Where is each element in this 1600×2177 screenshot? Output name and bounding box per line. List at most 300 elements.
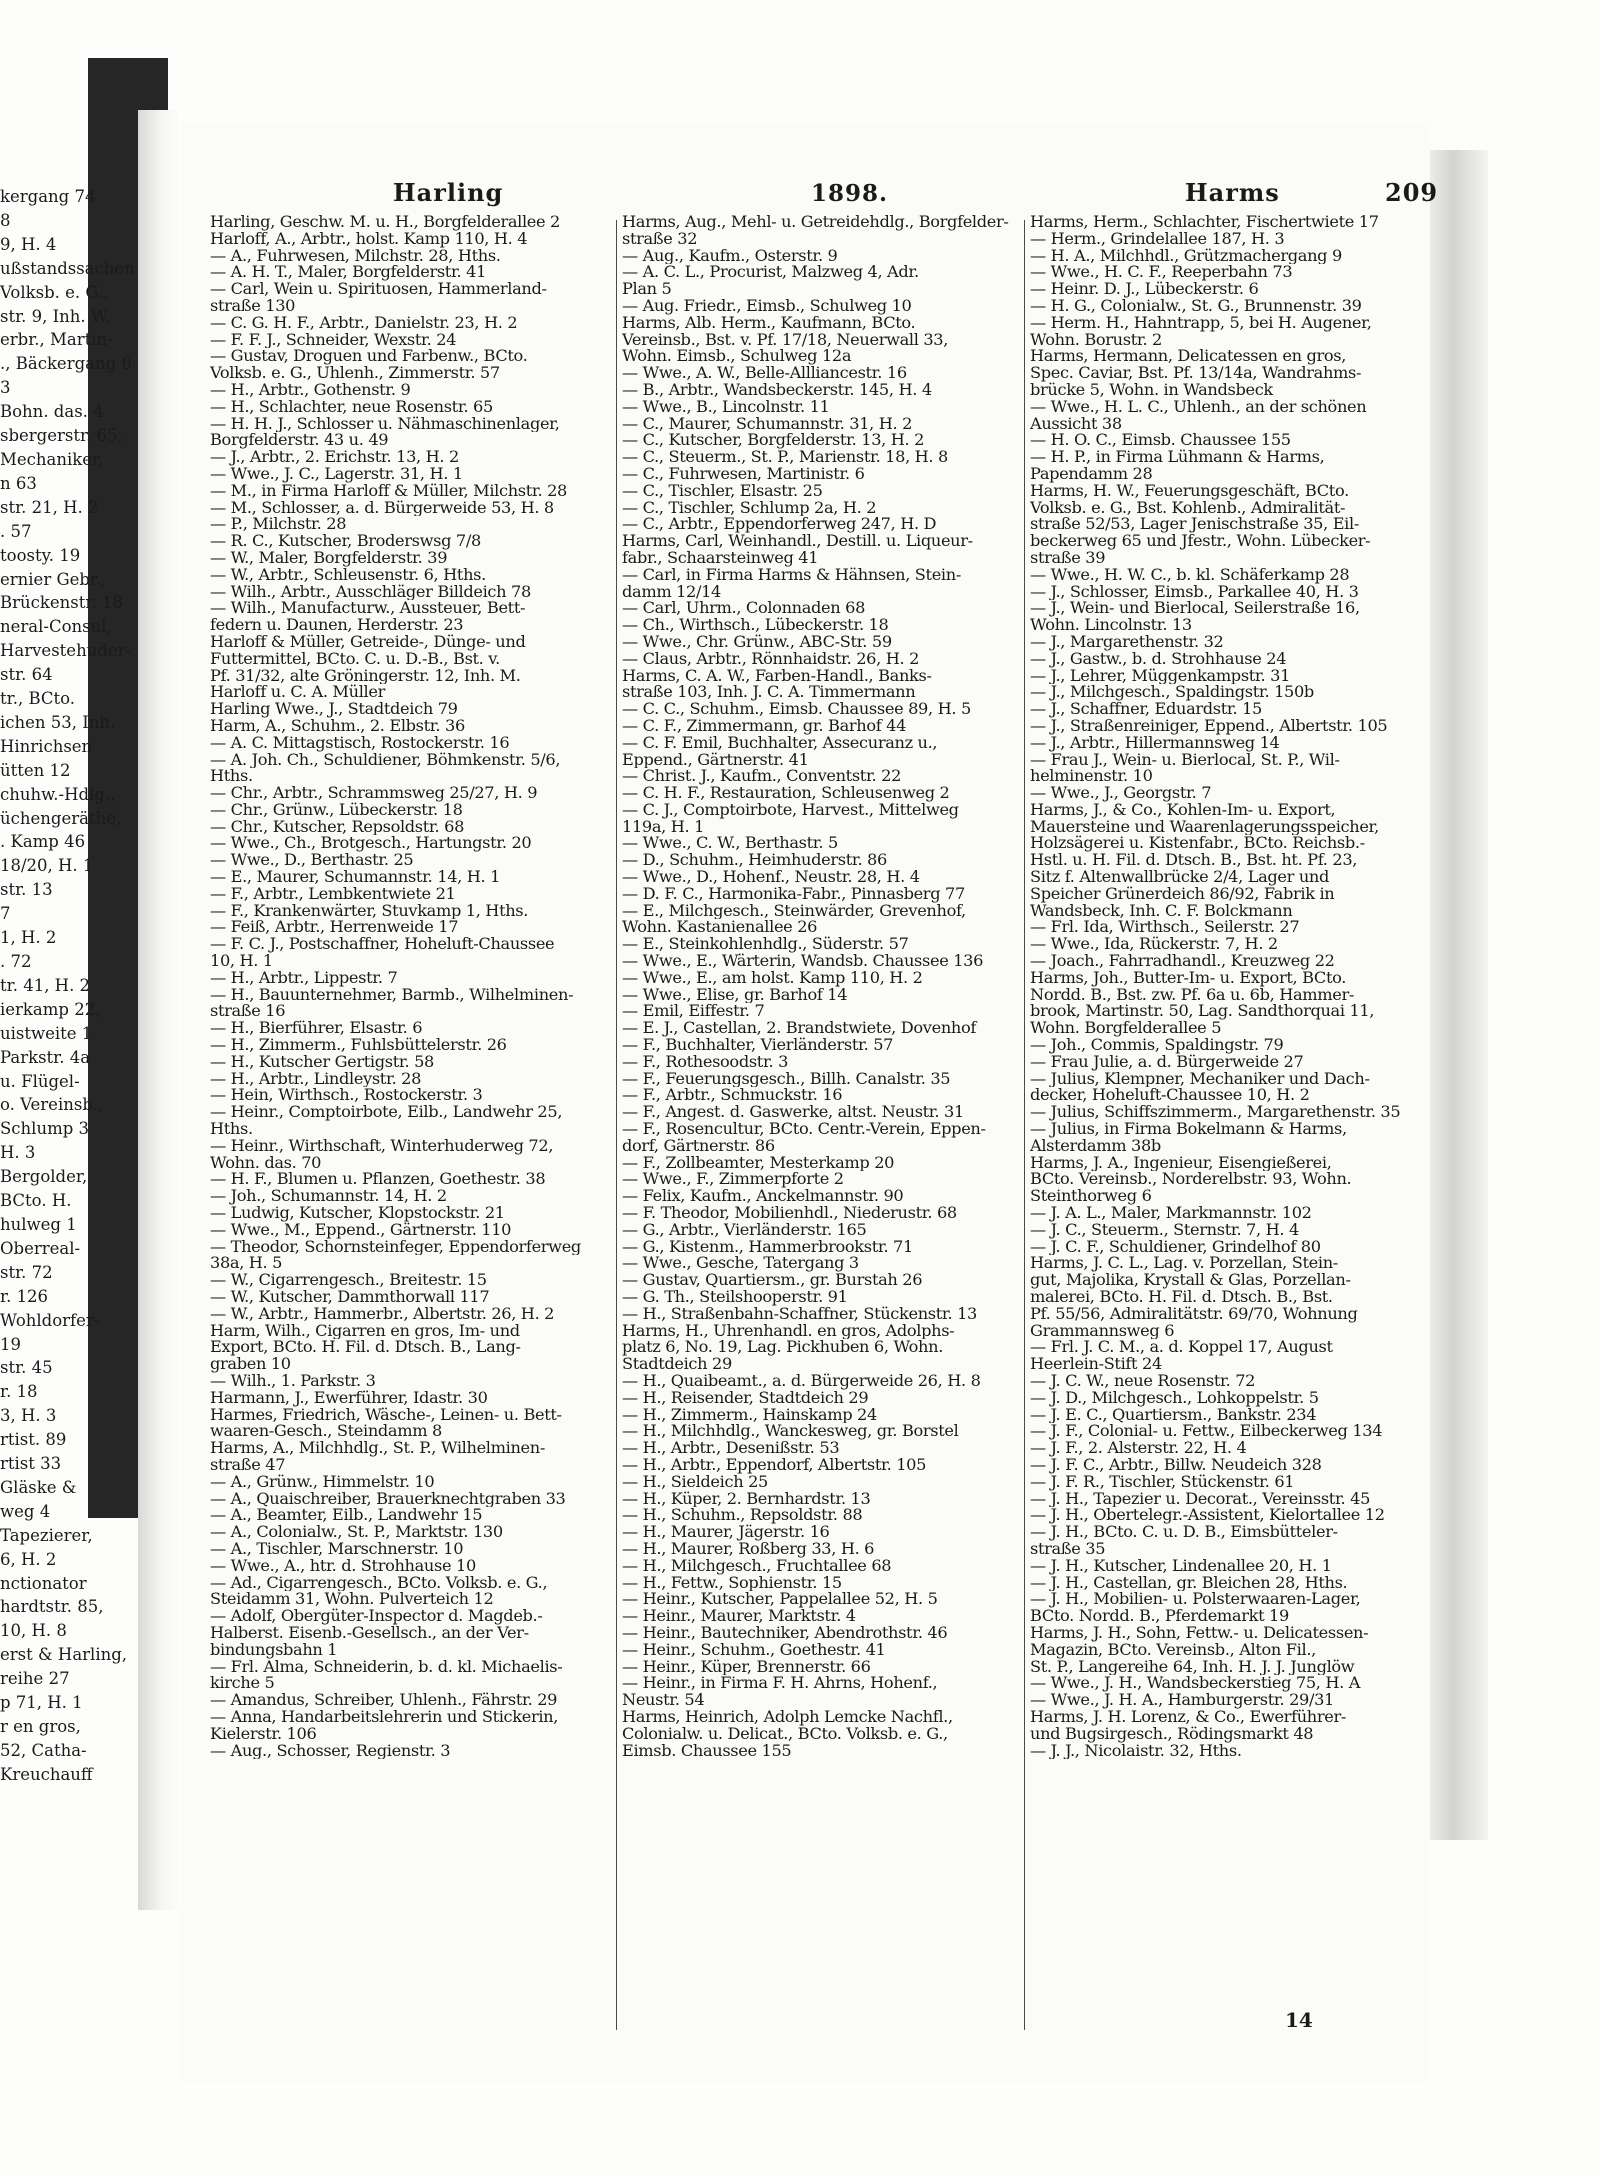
directory-entry-line: Papendamm 28 [1030, 465, 1153, 483]
directory-entry-line: — C., Kutscher, Borgfelderstr. 13, H. 2 [622, 432, 925, 450]
directory-entry-line: brücke 5, Wohn. in Wandsbeck [1030, 381, 1273, 399]
directory-entry-line: 38a, H. 5 [210, 1255, 283, 1273]
directory-entry-line: — Gustav, Quartiersm., gr. Burstah 26 [622, 1272, 923, 1289]
directory-entry-line: — F., Arbtr., Schmuckstr. 16 [622, 1087, 843, 1105]
directory-entry-line: — Chr., Kutscher, Repsoldstr. 68 [210, 818, 465, 836]
directory-entry-line: Harms, A., Milchhdlg., St. P., Wilhelminen- [210, 1440, 545, 1457]
directory-entry-line: bindungsbahn 1 [210, 1641, 338, 1659]
directory-entry-line: — Wwe., D., Berthastr. 25 [210, 852, 414, 870]
directory-entry-line: beckerweg 65 und Jfestr., Wohn. Lübecker- [1030, 533, 1371, 550]
directory-entry-line: — J. C., Steuerm., Sternstr. 7, H. 4 [1030, 1221, 1299, 1239]
prev-page-line: tr. 41, H. 2 [0, 975, 91, 995]
prev-page-line: str. 21, H. 2 [0, 497, 99, 517]
directory-entry-line: — E., Maurer, Schumannstr. 14, H. 1 [210, 869, 501, 886]
directory-entry-line: — E., Steinkohlenhdlg., Süderstr. 57 [622, 936, 909, 954]
directory-entry-line: — C., Steuerm., St. P., Marienstr. 18, H. 8 [622, 449, 948, 466]
prev-page-line: Wohldorfer- [0, 1310, 100, 1330]
directory-entry-line: platz 6, No. 19, Lag. Pickhuben 6, Wohn. [622, 1339, 943, 1357]
directory-entry-line: — W., Cigarrengesch., Breitestr. 15 [210, 1272, 487, 1289]
prev-page-line: 8 [0, 210, 11, 230]
directory-entry-line: — G., Kistenm., Hammerbrookstr. 71 [622, 1238, 913, 1256]
directory-entry-line: — H., Quaibeamt., a. d. Bürgerweide 26, H. 8 [622, 1372, 981, 1390]
prev-page-line: str. 13 [0, 880, 53, 900]
prev-page-line: weg 4 [0, 1501, 51, 1521]
prev-page-line: r en gros, [0, 1717, 81, 1736]
prev-page-line: erst & Harling, [0, 1645, 128, 1665]
prev-page-line: Gläske & [0, 1477, 77, 1497]
directory-entry-line: — Joh., Commis, Spaldingstr. 79 [1030, 1037, 1284, 1054]
directory-entry-line: — H., Bierführer, Elsastr. 6 [210, 1020, 423, 1038]
directory-entry-line: — Heinr. D. J., Lübeckerstr. 6 [1030, 281, 1259, 298]
directory-entry-line: — Carl, in Firma Harms & Hähnsen, Stein- [622, 566, 961, 584]
directory-entry-line: — H., Straßenbahn-Schaffner, Stückenstr. 13 [622, 1305, 977, 1323]
prev-page-line: 3, H. 3 [0, 1406, 57, 1426]
directory-entry-line: — Emil, Eiffestr. 7 [622, 1003, 765, 1021]
prev-page-line: str. 72 [0, 1262, 53, 1282]
directory-entry-line: — F., Buchhalter, Vierländerstr. 57 [622, 1037, 894, 1054]
prev-page-line: ernier Gebr., [0, 569, 107, 589]
directory-entry-line: Aussicht 38 [1030, 415, 1122, 433]
directory-entry-line: Halberst. Eisenb.-Gesellsch., an der Ver- [210, 1624, 529, 1642]
prev-page-line: o. Vereinsb., [0, 1095, 104, 1115]
directory-entry-line: Speicher Grünerdeich 86/92, Fabrik in [1030, 885, 1335, 903]
prev-page-line: rtist 33 [0, 1454, 62, 1474]
directory-entry-line: — Frl. Ida, Wirthsch., Seilerstr. 27 [1030, 919, 1300, 937]
directory-entry-line: Harloff u. C. A. Müller [210, 684, 385, 702]
directory-entry-line: — H. H. J., Schlosser u. Nähmaschinenlager, [210, 415, 560, 433]
directory-entry-line: Colonialw. u. Delicat., BCto. Volksb. e. G., [622, 1725, 948, 1743]
directory-entry-line: — H., Milchhdlg., Wanckesweg, gr. Borstel [622, 1423, 959, 1441]
prev-page-line: Bohn. das. 4 [0, 402, 104, 422]
directory-entry-line: Harms, J. H., Sohn, Fettw.- u. Delicatessen- [1030, 1624, 1369, 1642]
directory-entry-line: — Claus, Arbtr., Rönnhaidstr. 26, H. 2 [622, 650, 920, 668]
prev-page-line: ußstandssachen [0, 258, 135, 278]
directory-entry-line: — J., Gastw., b. d. Strohhause 24 [1030, 650, 1287, 668]
prev-page-line: 10, H. 8 [0, 1621, 67, 1641]
directory-entry-line: Hths. [210, 768, 253, 786]
directory-entry-line: Harms, Heinrich, Adolph Lemcke Nachfl., [622, 1708, 953, 1726]
directory-entry-line: — E., Milchgesch., Steinwärder, Grevenhof, [622, 902, 966, 920]
directory-entry-line: — F., Feuerungsgesch., Billh. Canalstr. 35 [622, 1070, 951, 1088]
running-header [210, 178, 1439, 214]
directory-entry-line: — C., Fuhrwesen, Martinistr. 6 [622, 465, 865, 483]
directory-entry-line: — E. J., Castellan, 2. Brandstwiete, Dovenhof [622, 1020, 977, 1038]
directory-entry-line: Volksb. e. G., Uhlenh., Zimmerstr. 57 [210, 365, 500, 382]
directory-entry-line: — W., Arbtr., Hammerbr., Albertstr. 26, H. 2 [210, 1305, 555, 1323]
directory-entry-line: straße 47 [210, 1456, 286, 1474]
directory-entry-line: — Frl. Alma, Schneiderin, b. d. kl. Michaelis- [210, 1658, 563, 1676]
prev-page-line: Brückenstr. 18 [0, 593, 123, 613]
directory-entry-line: — H., Maurer, Jägerstr. 16 [622, 1524, 830, 1541]
directory-entry-line: Wohn. das. 70 [210, 1154, 322, 1172]
prev-page-line: Oberreal- [0, 1238, 81, 1258]
directory-entry-line: — Ad., Cigarrengesch., BCto. Volksb. e. G., [210, 1574, 548, 1592]
directory-entry-line: 10, H. 1 [210, 953, 273, 970]
prev-page-line: str. 45 [0, 1358, 53, 1378]
directory-entry-line: Eimsb. Chaussee 155 [622, 1742, 792, 1760]
directory-entry-line: decker, Hoheluft-Chaussee 10, H. 2 [1030, 1087, 1310, 1105]
prev-page-line: 52, Catha- [0, 1740, 87, 1760]
directory-entry-line: fabr., Schaarsteinweg 41 [622, 549, 819, 567]
directory-entry-line: — B., Arbtr., Wandsbeckerstr. 145, H. 4 [622, 381, 932, 399]
directory-entry-line: — Wwe., Chr. Grünw., ABC-Str. 59 [622, 633, 892, 651]
prev-page-line: Parkstr. 4a [0, 1047, 91, 1067]
directory-entry-line: — Wwe., E., am holst. Kamp 110, H. 2 [622, 969, 923, 987]
page-binding [138, 110, 178, 1910]
prev-page-line: . 72 [0, 952, 32, 971]
directory-entry-line: straße 39 [1030, 549, 1106, 567]
directory-entry-line: — C. F., Zimmermann, gr. Barhof 44 [622, 717, 907, 735]
directory-entry-line: — H., Fettw., Sophienstr. 15 [622, 1574, 842, 1592]
directory-entry-line: gut, Majolika, Krystall & Glas, Porzellan- [1030, 1272, 1351, 1289]
directory-entry-line: — C., Tischler, Schlump 2a, H. 2 [622, 499, 877, 517]
directory-entry-line: — P., Milchstr. 28 [210, 516, 347, 534]
directory-entry-line: Harm, A., Schuhm., 2. Elbstr. 36 [210, 717, 465, 735]
directory-entry-line: Wohn. Borustr. 2 [1030, 331, 1162, 349]
prev-page-line: Schlump 3 [0, 1119, 90, 1139]
directory-entry-line: Stadtdeich 29 [622, 1356, 732, 1373]
prev-page-line: Kreuchauff [0, 1764, 93, 1784]
directory-entry-line: — Wilh., 1. Parkstr. 3 [210, 1372, 376, 1390]
directory-entry-line: Pf. 55/56, Admiralitätstr. 69/70, Wohnung [1030, 1305, 1358, 1323]
directory-entry-line: — A., Quaischreiber, Brauerknechtgraben 33 [210, 1490, 566, 1508]
directory-entry-line: — J. H., Obertelegr.-Assistent, Kielortallee 12 [1030, 1507, 1385, 1525]
directory-entry-line: Wohn. Borgfelderallee 5 [1030, 1020, 1222, 1038]
directory-entry-line: — C., Arbtr., Eppendorferweg 247, H. D [622, 516, 937, 534]
directory-entry-line: Harling Wwe., J., Stadtdeich 79 [210, 701, 458, 718]
directory-entry-line: — Heinr., Maurer, Marktstr. 4 [622, 1608, 856, 1625]
directory-entry-line: — G., Arbtr., Vierländerstr. 165 [622, 1221, 867, 1239]
directory-entry-line: Harms, J., & Co., Kohlen-Im- u. Export, [1030, 801, 1336, 819]
directory-entry-line: — J. F., 2. Alsterstr. 22, H. 4 [1030, 1440, 1247, 1457]
directory-entry-line: — H., Kutscher Gertigstr. 58 [210, 1053, 434, 1071]
directory-entry-line: Nordd. B., Bst. zw. Pf. 6a u. 6b, Hammer- [1030, 986, 1355, 1004]
directory-entry-line: Mauersteine und Waarenlagerungsspeicher, [1030, 818, 1379, 836]
prev-page-line: r. 126 [0, 1286, 49, 1306]
directory-entry-line: Alsterdamm 38b [1030, 1137, 1161, 1155]
directory-entry-line: — Wwe., Ch., Brotgesch., Hartungstr. 20 [210, 835, 532, 853]
directory-entry-line: — Wwe., C. W., Berthastr. 5 [622, 835, 838, 853]
prev-page-line: Mechaniker, [0, 449, 104, 469]
directory-entry-line: Vereinsb., Bst. v. Pf. 17/18, Neuerwall 33, [622, 331, 949, 349]
column-rule-1 [616, 220, 617, 2030]
directory-entry-line: Harms, Carl, Weinhandl., Destill. u. Liqueur- [622, 533, 973, 550]
directory-entry-line: — H., Sieldeich 25 [622, 1473, 768, 1491]
prev-page-line: toosty. 19 [0, 545, 81, 565]
directory-entry-line: — Heinr., Wirthschaft, Winterhuderweg 72, [210, 1137, 554, 1155]
prev-page-line: 3 [0, 378, 11, 398]
directory-entry-line: — A. C. L., Procurist, Malzweg 4, Adr. [622, 264, 919, 282]
directory-entry-line: — Julius, in Firma Bokelmann & Harms, [1030, 1121, 1347, 1138]
directory-entry-line: helminenstr. 10 [1030, 768, 1153, 786]
directory-entry-line: Kielerstr. 106 [210, 1725, 317, 1743]
directory-entry-line: — Adolf, Obergüter-Inspector d. Magdeb.- [210, 1608, 543, 1625]
directory-entry-line: — H. F., Blumen u. Pflanzen, Goethestr. 38 [210, 1171, 546, 1189]
directory-entry-line: dorf, Gärtnerstr. 86 [622, 1137, 775, 1155]
directory-entry-line: — A., Grünw., Himmelstr. 10 [210, 1473, 435, 1491]
directory-entry-line: — W., Arbtr., Schleusenstr. 6, Hths. [210, 566, 486, 584]
directory-entry-line: Harms, C. A. W., Farben-Handl., Banks- [622, 667, 932, 685]
page-edge-stack [1430, 150, 1488, 1840]
directory-entry-line: — Wwe., Gesche, Tatergang 3 [622, 1255, 859, 1273]
directory-entry-line: — H., Zimmerm., Hainskamp 24 [622, 1406, 877, 1424]
directory-entry-line: — J. F. R., Tischler, Stückenstr. 61 [1030, 1473, 1295, 1491]
directory-entry-line: — F., Rothesoodstr. 3 [622, 1053, 789, 1071]
header-right-name: Harms [1185, 178, 1280, 207]
prev-page-line: üchengeräthe, [0, 808, 122, 828]
directory-entry-line: — A. H. T., Maler, Borgfelderstr. 41 [210, 264, 487, 282]
directory-entry-line: — H. A., Milchhdl., Grützmachergang 9 [1030, 247, 1342, 265]
directory-entry-line: Hstl. u. H. Fil. d. Dtsch. B., Bst. ht. Pf. 23, [1030, 852, 1358, 870]
directory-entry-line: Harms, J. C. L., Lag. v. Porzellan, Stein- [1030, 1255, 1338, 1273]
directory-entry-line: — G. Th., Steilshooperstr. 91 [622, 1289, 848, 1306]
directory-entry-line: Neustr. 54 [622, 1692, 705, 1709]
directory-entry-line: — A., Colonialw., St. P., Marktstr. 130 [210, 1524, 503, 1541]
directory-entry-line: Wandsbeck, Inh. C. F. Bolckmann [1030, 902, 1293, 920]
prev-page-line: r. 18 [0, 1382, 38, 1402]
directory-entry-line: Harms, Herm., Schlachter, Fischertwiete 17 [1030, 214, 1379, 231]
directory-entry-line: — Ch., Wirthsch., Lübeckerstr. 18 [622, 617, 889, 634]
directory-entry-line: — J. A. L., Maler, Markmannstr. 102 [1030, 1205, 1312, 1222]
directory-entry-line: straße 130 [210, 297, 296, 315]
directory-entry-line: — J. C. F., Schuldiener, Grindelhof 80 [1030, 1238, 1321, 1256]
directory-entry-line: — Joach., Fahrradhandl., Kreuzweg 22 [1030, 953, 1335, 970]
directory-entry-line: Spec. Caviar, Bst. Pf. 13/14a, Wandrahms- [1030, 365, 1362, 382]
prev-page-line: ütten 12 [0, 760, 71, 780]
header-year: 1898. [811, 180, 889, 207]
directory-entry-line: — J. F., Colonial- u. Fettw., Eilbeckerweg 134 [1030, 1423, 1383, 1441]
directory-entry-line: — Wwe., H. C. F., Reeperbahn 73 [1030, 264, 1293, 282]
prev-page-line: ierkamp 22, [0, 999, 101, 1019]
prev-page-line: 6, H. 2 [0, 1549, 57, 1569]
directory-entry-line: — J. E. C., Quartiersm., Bankstr. 234 [1030, 1406, 1317, 1424]
prev-page-line: 19 [0, 1334, 21, 1354]
directory-entry-line: — J., Schaffner, Eduardstr. 15 [1030, 701, 1262, 718]
directory-entry-line: — Wwe., J., Georgstr. 7 [1030, 785, 1212, 802]
column-rule-2 [1024, 220, 1025, 2030]
directory-entry-line: — J., Wein- und Bierlocal, Seilerstraße 16, [1030, 600, 1360, 618]
directory-entry-line: — Gustav, Droguen und Farbenw., BCto. [210, 348, 528, 366]
directory-entry-line: — Joh., Schumannstr. 14, H. 2 [210, 1188, 447, 1206]
prev-page-line: reihe 27 [0, 1669, 70, 1689]
prev-page-line: rtist. 89 [0, 1430, 67, 1450]
directory-entry-line: Harmann, J., Ewerführer, Idastr. 30 [210, 1389, 488, 1407]
directory-entry-line: Steidamm 31, Wohn. Pulverteich 12 [210, 1591, 494, 1609]
directory-entry-line: Plan 5 [622, 281, 672, 298]
directory-entry-line: straße 52/53, Lager Jenischstraße 35, Eil- [1030, 516, 1359, 534]
prev-page-line: ichen 53, Inh. [0, 712, 116, 732]
directory-entry-line: — Wwe., J. C., Lagerstr. 31, H. 1 [210, 465, 463, 483]
directory-entry-line: — F., Rosencultur, BCto. Centr.-Verein, Eppen- [622, 1121, 986, 1138]
prev-page-line: 7 [0, 904, 11, 924]
prev-page-line: ., Bäckergang 6 [0, 354, 132, 374]
directory-entry-line: Futtermittel, BCto. C. u. D.-B., Bst. v. [210, 650, 500, 668]
prev-page-line: Bergolder, [0, 1167, 88, 1187]
directory-entry-line: — Wwe., A., htr. d. Strohhause 10 [210, 1557, 476, 1575]
directory-entry-line: Pf. 31/32, alte Gröningerstr. 12, Inh. M. [210, 667, 521, 685]
directory-entry-line: — J., Milchgesch., Spaldingstr. 150b [1030, 684, 1314, 702]
directory-entry-line: Eppend., Gärtnerstr. 41 [622, 751, 809, 769]
directory-entry-line: — F., Krankenwärter, Stuvkamp 1, Hths. [210, 902, 529, 920]
directory-entry-line: — Wwe., B., Lincolnstr. 11 [622, 398, 830, 416]
directory-entry-line: Harms, H., Uhrenhandl. en gros, Adolphs- [622, 1322, 955, 1340]
directory-entry-line: — Wwe., Ida, Rückerstr. 7, H. 2 [1030, 936, 1278, 954]
directory-entry-line: — J. J., Nicolaistr. 32, Hths. [1030, 1742, 1242, 1760]
prev-page-line: p 71, H. 1 [0, 1693, 83, 1713]
directory-entry-line: — Julius, Schiffszimmerm., Margarethenstr. 35 [1030, 1104, 1401, 1122]
prev-page-line: hulweg 1 [0, 1214, 77, 1234]
directory-entry-line: — D., Schuhm., Heimhuderstr. 86 [622, 852, 887, 870]
directory-entry-line: — A., Fuhrwesen, Milchstr. 28, Hths. [210, 247, 501, 265]
directory-entry-line: — J. H., Tapezier u. Decorat., Vereinsstr. 45 [1030, 1490, 1371, 1508]
directory-entry-line: Harms, H. W., Feuerungsgeschäft, BCto. [1030, 482, 1349, 500]
directory-entry-line: — Felix, Kaufm., Anckelmannstr. 90 [622, 1188, 904, 1206]
directory-entry-line: Hths. [210, 1121, 253, 1138]
directory-entry-line: — J., Lehrer, Müggenkampstr. 31 [1030, 667, 1291, 685]
prev-page-line: str. 9, Inh. W. [0, 306, 111, 326]
directory-entry-line: — J., Arbtr., Hillermannsweg 14 [1030, 734, 1280, 752]
directory-entry-line: — Ludwig, Kutscher, Klopstockstr. 21 [210, 1205, 505, 1222]
directory-entry-line: — Wwe., M., Eppend., Gärtnerstr. 110 [210, 1221, 512, 1239]
directory-entry-line: Export, BCto. H. Fil. d. Dtsch. B., Lang- [210, 1339, 521, 1357]
directory-entry-line: Magazin, BCto. Vereinsb., Alton Fil., [1030, 1641, 1316, 1659]
directory-entry-line: — Amandus, Schreiber, Uhlenh., Fährstr. 29 [210, 1692, 558, 1709]
prev-page-line: n 63 [0, 473, 37, 493]
directory-entry-line: — F. Theodor, Mobilienhdl., Niederustr. 68 [622, 1205, 957, 1222]
directory-entry-line: — J. F. C., Arbtr., Billw. Neudeich 328 [1030, 1456, 1322, 1474]
directory-entry-line: — Frl. J. C. M., a. d. Koppel 17, August [1030, 1339, 1333, 1357]
directory-entry-line: — J. H., BCto. C. u. D. B., Eimsbütteler- [1030, 1524, 1338, 1541]
directory-entry-line: Heerlein-Stift 24 [1030, 1356, 1162, 1373]
directory-entry-line: straße 32 [622, 230, 698, 248]
directory-entry-line: — Wwe., J. H. A., Hamburgerstr. 29/31 [1030, 1692, 1334, 1709]
directory-entry-line: — Herm. H., Hahntrapp, 5, bei H. Augener, [1030, 314, 1372, 332]
directory-entry-line: — Heinr., Bautechniker, Abendrothstr. 46 [622, 1624, 948, 1642]
directory-entry-line: — Wilh., Arbtr., Ausschläger Billdeich 78 [210, 583, 531, 601]
prev-page-line: chuhw.-Hdlg., [0, 784, 116, 804]
directory-entry-line: — Wwe., Elise, gr. Barhof 14 [622, 986, 848, 1004]
directory-entry-line: — Aug., Kaufm., Osterstr. 9 [622, 247, 838, 265]
directory-entry-line: Harms, Aug., Mehl- u. Getreidehdlg., Borgfelder- [622, 214, 1009, 231]
prev-page-line: 1, H. 2 [0, 928, 57, 948]
directory-entry-line: — C. F. Emil, Buchhalter, Assecuranz u., [622, 734, 938, 752]
directory-entry-line: — H. G., Colonialw., St. G., Brunnenstr. 39 [1030, 297, 1362, 315]
page-number: 209 [1385, 178, 1439, 207]
directory-entry-line: — J., Schlosser, Eimsb., Parkallee 40, H. 3 [1030, 583, 1359, 601]
directory-entry-line: St. P., Langereihe 64, Inh. H. J. J. Junglöw [1030, 1658, 1355, 1676]
directory-entry-line: Harmes, Friedrich, Wäsche-, Leinen- u. Bett- [210, 1406, 562, 1424]
directory-entry-line: — H. O. C., Eimsb. Chaussee 155 [1030, 432, 1291, 450]
prev-page-line: Tapezierer, [0, 1525, 93, 1545]
directory-entry-line: — F., Zollbeamter, Mesterkamp 20 [622, 1154, 895, 1172]
directory-entry-line: — H., Arbtr., Gothenstr. 9 [210, 381, 411, 399]
directory-entry-line: federn u. Daunen, Herderstr. 23 [210, 617, 464, 634]
directory-entry-line: Borgfelderstr. 43 u. 49 [210, 432, 389, 450]
directory-entry-line: — M., Schlosser, a. d. Bürgerweide 53, H. 8 [210, 499, 554, 517]
prev-page-line: nctionator [0, 1573, 87, 1593]
directory-entry-line: — H., Schuhm., Repsoldstr. 88 [622, 1507, 863, 1525]
directory-entry-line: — J. H., Mobilien- u. Polsterwaaren-Lager, [1030, 1591, 1361, 1609]
directory-entry-line: damm 12/14 [622, 583, 722, 601]
directory-entry-line: — F., Angest. d. Gaswerke, altst. Neustr. 31 [622, 1104, 964, 1122]
prev-page-line: uistweite 1 [0, 1023, 93, 1043]
directory-entry-line: — H., Arbtr., Lippestr. 7 [210, 969, 398, 987]
prev-page-line: tr., BCto. [0, 689, 76, 709]
directory-entry-line: 119a, H. 1 [622, 818, 705, 836]
directory-entry-line: — C. H. F., Restauration, Schleusenweg 2 [622, 785, 950, 802]
directory-entry-line: — R. C., Kutscher, Broderswsg 7/8 [210, 533, 481, 550]
directory-entry-line: — Aug. Friedr., Eimsb., Schulweg 10 [622, 297, 912, 315]
directory-entry-line: Harms, J. H. Lorenz, & Co., Ewerführer- [1030, 1708, 1346, 1726]
prev-page-line: . 57 [0, 521, 32, 541]
directory-entry-line: — F. F. J., Schneider, Wexstr. 24 [210, 331, 457, 349]
directory-entry-line: straße 103, Inh. J. C. A. Timmermann [622, 684, 916, 702]
directory-entry-line: — Heinr., Schuhm., Goethestr. 41 [622, 1641, 886, 1659]
directory-entry-line: — H. P., in Firma Lühmann & Harms, [1030, 449, 1325, 466]
directory-entry-line: Wohn. Kastanienallee 26 [622, 919, 818, 937]
prev-page-line: hardtstr. 85, [0, 1597, 104, 1617]
directory-entry-line: — Wwe., E., Wärterin, Wandsb. Chaussee 136 [622, 953, 984, 970]
directory-entry-line: — J., Margarethenstr. 32 [1030, 633, 1224, 651]
directory-entry-line: — Heinr., in Firma F. H. Ahrns, Hohenf., [622, 1675, 938, 1693]
directory-entry-line: — F., Arbtr., Lembkentwiete 21 [210, 885, 456, 903]
directory-entry-line: — J. H., Kutscher, Lindenallee 20, H. 1 [1030, 1557, 1332, 1575]
directory-entry-line: — H., Schlachter, neue Rosenstr. 65 [210, 398, 493, 416]
directory-entry-line: — W., Maler, Borgfelderstr. 39 [210, 549, 448, 567]
directory-entry-line: — Herm., Grindelallee 187, H. 3 [1030, 230, 1285, 248]
directory-entry-line: — H., Milchgesch., Fruchtallee 68 [622, 1557, 892, 1575]
directory-entry-line: — H., Reisender, Stadtdeich 29 [622, 1389, 869, 1407]
directory-entry-line: graben 10 [210, 1356, 291, 1373]
directory-entry-line: — H., Bauunternehmer, Barmb., Wilhelminen- [210, 986, 574, 1004]
directory-entry-line: BCto. Vereinsb., Norderelbstr. 93, Wohn. [1030, 1171, 1352, 1189]
directory-entry-line: Wohn. Lincolnstr. 13 [1030, 617, 1192, 634]
previous-page-fragment [0, 185, 136, 1787]
directory-entry-line: Harling, Geschw. M. u. H., Borgfelderallee 2 [210, 214, 560, 231]
directory-entry-line: — A., Beamter, Eilb., Landwehr 15 [210, 1507, 483, 1525]
directory-entry-line: Volksb. e. G., Bst. Kohlenb., Admiralität- [1030, 499, 1346, 517]
prev-page-line: kergang 74 [0, 187, 96, 206]
directory-entry-line: — Wwe., F., Zimmerpforte 2 [622, 1171, 844, 1189]
directory-entry-line: — Anna, Handarbeitslehrerin und Stickerin, [210, 1708, 559, 1726]
prev-page-line: Hinrichsen [0, 736, 93, 756]
directory-entry-line: Harloff, A., Arbtr., holst. Kamp 110, H. 4 [210, 230, 528, 248]
directory-entry-line: Harloff & Müller, Getreide-, Dünge- und [210, 633, 526, 651]
header-left-name: Harling [393, 178, 504, 207]
prev-page-line: u. Flügel- [0, 1071, 80, 1091]
directory-entry-line: — J. C. W., neue Rosenstr. 72 [1030, 1372, 1256, 1390]
directory-entry-line: — Chr., Arbtr., Schrammsweg 25/27, H. 9 [210, 785, 538, 802]
directory-entry-line: — Chr., Grünw., Lübeckerstr. 18 [210, 801, 463, 819]
directory-entry-line: — Carl, Uhrm., Colonnaden 68 [622, 600, 866, 618]
prev-page-line: erbr., Martin- [0, 330, 113, 350]
directory-entry-line: Grammannsweg 6 [1030, 1322, 1175, 1340]
directory-entry-line: — H., Küper, 2. Bernhardstr. 13 [622, 1490, 871, 1508]
directory-entry-line: — M., in Firma Harloff & Müller, Milchstr. 28 [210, 482, 568, 500]
directory-entry-line: — Wwe., H. L. C., Uhlenh., an der schönen [1030, 398, 1367, 416]
directory-entry-line: — A., Tischler, Marschnerstr. 10 [210, 1540, 464, 1558]
prev-page-line: . Kamp 46 [0, 832, 86, 852]
directory-entry-line: — Hein, Wirthsch., Rostockerstr. 3 [210, 1087, 483, 1105]
prev-page-line: neral-Consul, [0, 617, 112, 637]
directory-entry-line: — F. C. J., Postschaffner, Hoheluft-Chaussee [210, 936, 555, 954]
directory-entry-line: — J., Straßenreiniger, Eppend., Albertstr. 105 [1030, 717, 1388, 735]
directory-entry-line: — Wilh., Manufacturw., Aussteuer, Bett- [210, 600, 526, 618]
directory-entry-line: Harms, Hermann, Delicatessen en gros, [1030, 348, 1347, 366]
catchword: 14 [1285, 2008, 1313, 2032]
directory-entry-line: Steinthorweg 6 [1030, 1188, 1152, 1206]
directory-column-2 [622, 214, 1020, 1759]
